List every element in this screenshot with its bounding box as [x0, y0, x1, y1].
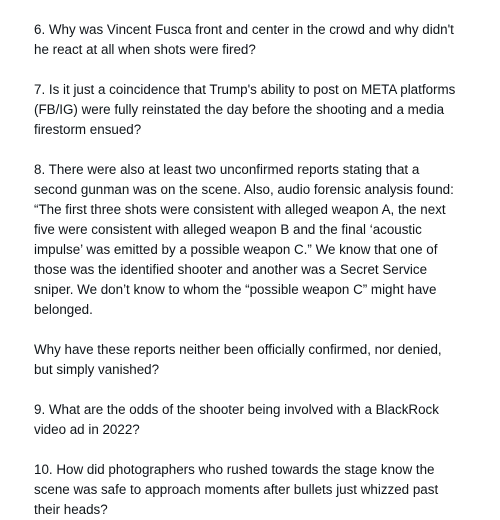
post-paragraph-question-9: 9. What are the odds of the shooter being involved with a BlackRock video ad in 2022?: [34, 402, 439, 437]
post-paragraph-question-8: 8. There were also at least two unconfirmed reports stating that a second gunman was on the scene. Also, audio forensic analysis found: “The first three shots were consistent with alleged weapon A, the next five were consistent with alleged weapon B and the final ‘acoustic impulse’ was emitted by a possible weapon C.” We know that one of those was the identified shooter and another was a Secret Service sniper. We don’t know to whom the “possible weapon C” might have belonged.: [34, 162, 454, 317]
post-paragraph-followup: Why have these reports neither been officially confirmed, nor denied, but simply vanished?: [34, 342, 442, 377]
post-text-body: [34, 20, 482, 520]
post-paragraph-question-6: 6. Why was Vincent Fusca front and center in the crowd and why didn't he react at all when shots were fired?: [34, 22, 454, 57]
post-paragraph-question-10: 10. How did photographers who rushed towards the stage know the scene was safe to approach moments after bullets just whizzed past their heads?: [34, 462, 439, 517]
post-paragraph-question-7: 7. Is it just a coincidence that Trump's ability to post on META platforms (FB/IG) were fully reinstated the day before the shooting and a media firestorm ensued?: [34, 82, 456, 137]
